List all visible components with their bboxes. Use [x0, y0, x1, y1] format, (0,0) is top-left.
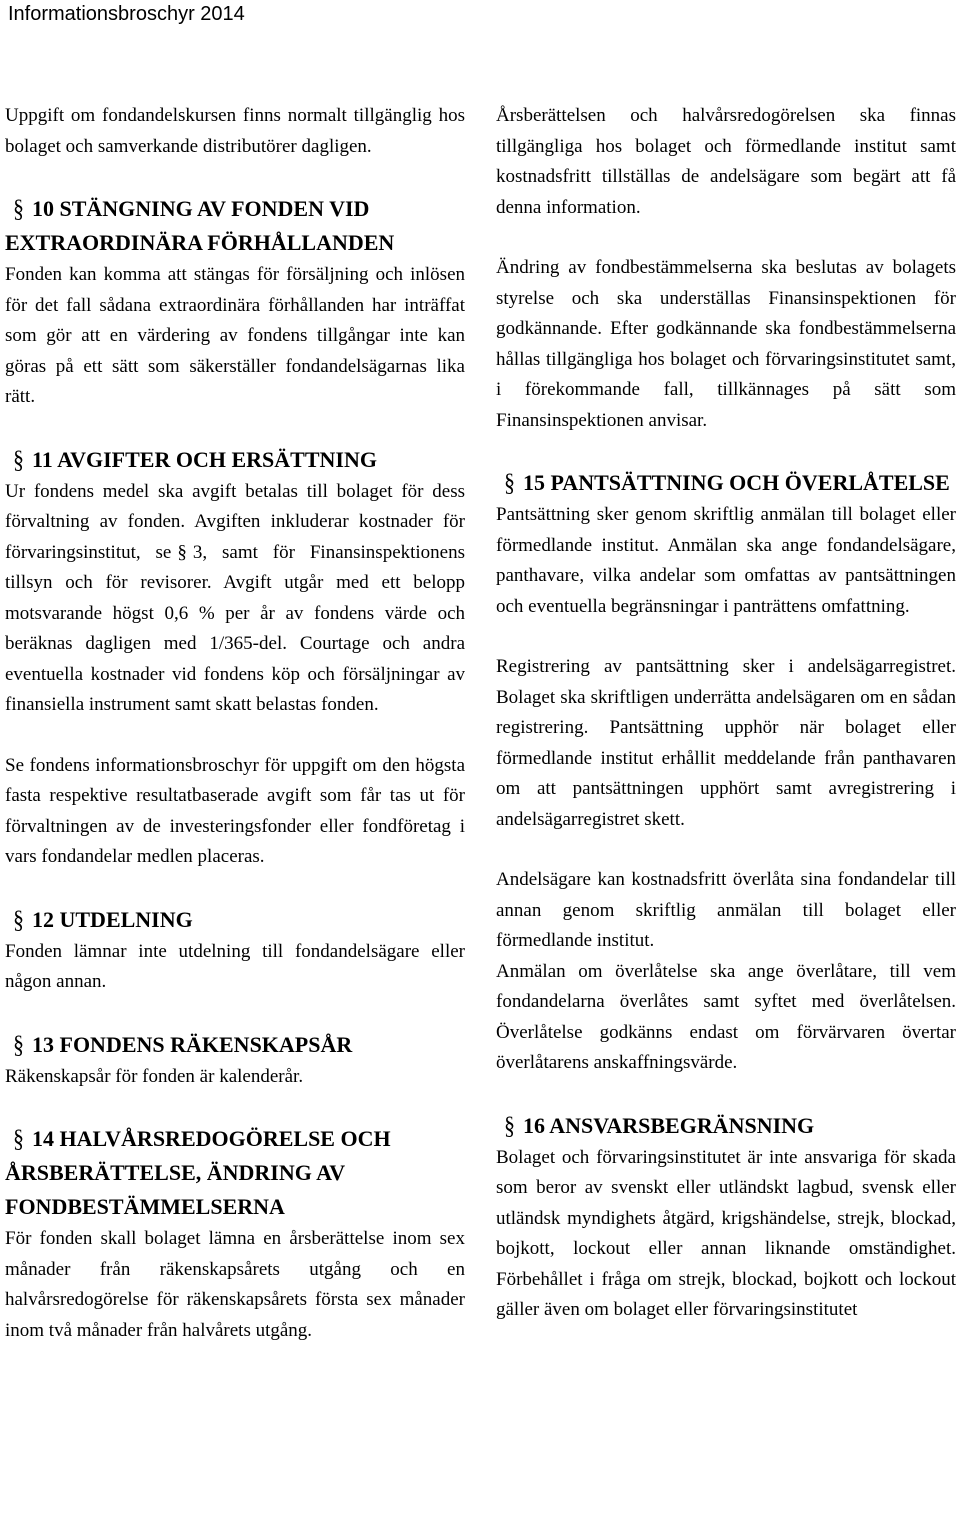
section-11-title: 11 AVGIFTER OCH ERSÄTTNING: [32, 446, 377, 472]
section-sign-icon: §: [13, 194, 24, 223]
section-sign-icon: §: [177, 541, 187, 563]
section-sign-icon: §: [13, 1124, 24, 1153]
section-13-title: 13 FONDENS RÄKENSKAPSÅR: [32, 1031, 353, 1057]
section-13-heading: [5, 1028, 465, 1062]
section-sign-icon: §: [13, 444, 24, 474]
section-12-heading: [5, 903, 465, 937]
section-11-heading: [5, 443, 465, 477]
section-15-text-4: Anmälan om överlåtelse ska ange överlåtare, till vem fondandelarna överlåtes samt syftet med överlåtelsen. Överlåtelse godkänns endast om förvärvaren övertar överlåtarens anskaffningsvärde.: [496, 960, 956, 1073]
section-15-text-2: Registrering av pantsättning sker i andelsägarregistret. Bolaget ska skriftligen underrätta andelsägaren om en sådan registrering. Pantsättning upphör när bolaget eller förmedlande institut erhållit meddelande från panthavaren om att pantsättningen upphört samt avregistrering i andelsägarregistret skett.: [496, 656, 956, 830]
left-column: [5, 101, 465, 1346]
section-11-text: [5, 477, 465, 721]
page-header: [0, 0, 960, 40]
section-14-text: För fonden skall bolaget lämna en årsberättelse inom sex månader från räkenskapsårets utgång och en halvårsredogörelse för räkenskapsårets första sex månader inom två månader från halvårets utgång.: [5, 1228, 465, 1341]
section-16-title: 16 ANSVARSBEGRÄNSNING: [523, 1112, 815, 1138]
section-sign-icon: §: [504, 1110, 515, 1140]
section-12-text: Fonden lämnar inte utdelning till fondandelsägare eller någon annan.: [5, 940, 465, 992]
section-16-heading: [496, 1109, 956, 1143]
section-sign-icon: §: [504, 468, 515, 497]
annual-report-paragraph: Årsberättelsen och halvårsredogörelsen ska finnas tillgängliga hos bolaget och förmedlande institut samt kostnadsfritt tillställas de andelsägare som begärt att få denna information.: [496, 105, 956, 218]
section-10-heading: [5, 192, 465, 260]
section-15-text: Pantsättning sker genom skriftlig anmälan till bolaget eller förmedlande institut. Anmälan ska ange fondandelsägare, panthavare, vilka andelar som omfattas av pantsättningen och eventuella begränsningar i panträttens omfattning.: [496, 504, 956, 617]
section-14-title: 14 HALVÅRSREDOGÖRELSE OCH ÅRSBERÄTTELSE, ÄNDRING AV FONDBESTÄMMELSERNA: [5, 1126, 391, 1219]
section-10-text: Fonden kan komma att stängas för försäljning och inlösen för det fall sådana extraordinära förhållanden har inträffat som gör att en värdering av fondens tillgångar inte kan göras på ett sätt som säkerställer fondandelsägarnas lika rätt.: [5, 264, 465, 407]
section-15-title: 15 PANTSÄTTNING OCH ÖVERLÅTELSE: [523, 470, 950, 495]
section-11-text-b: 3, samt för Finansinspektionens tillsyn och för revisorer. Avgift utgår med ett belopp motsvarande högst 0,6 % per år av fondens värde och beräknas dagligen med 1/365-del. Courtage och andra eventuella kostnader vid fondens köp och försäljningar av finansiella instrument samt skatt belastas fonden.: [5, 541, 466, 715]
section-sign-icon: §: [13, 1029, 24, 1059]
section-15-heading: [496, 466, 956, 500]
section-16-text: Bolaget och förvaringsinstitutet är inte ansvariga för skada som beror av svenskt eller utländskt lagbud, svensk eller utländsk myndighets åtgärd, krigshändelse, strejk, blockad, bojkott, lockout eller annan liknande omständighet. Förbehållet i fråga om strejk, blockad, bojkott och lockout gäller även om bolaget eller förvaringsinstitutet: [496, 1146, 956, 1320]
section-14-heading: [5, 1122, 465, 1224]
intro-paragraph: Uppgift om fondandelskursen finns normalt tillgänglig hos bolaget och samverkande distributörer dagligen.: [5, 105, 465, 157]
section-15-text-3: Andelsägare kan kostnadsfritt överlåta sina fondandelar till annan genom skriftlig anmälan till bolaget eller förmedlande institut.: [496, 869, 956, 951]
right-column: [496, 101, 956, 1326]
section-sign-icon: §: [13, 904, 24, 934]
section-12-title: 12 UTDELNING: [32, 906, 193, 932]
section-11-text-2: Se fondens informationsbroschyr för uppgift om den högsta fasta respektive resultatbaserade avgift som får tas ut för förvaltningen av de investeringsfonder eller fondföretag i vars fondandelar medlen placeras.: [5, 754, 465, 867]
section-11-text-a: Ur fondens medel ska avgift betalas till bolaget för dess förvaltning av fonden. Avgiften inkluderar kostnader för förvaringsinstitut, se: [5, 480, 465, 563]
section-10-title: 10 STÄNGNING AV FONDEN VID EXTRAORDINÄRA FÖRHÅLLANDEN: [5, 196, 395, 255]
section-13-text: Räkenskapsår för fonden är kalenderår.: [5, 1065, 304, 1087]
header-title: Informationsbroschyr 2014: [8, 3, 245, 25]
amendment-paragraph: Ändring av fondbestämmelserna ska beslutas av bolagets styrelse och ska underställas Finansinspektionen för godkännande. Efter godkännande ska fondbestämmelserna hållas tillgängliga hos bolaget och förvaringsinstitutet samt, i förekommande fall, tillkännages på sätt som Finansinspektionen anvisar.: [496, 257, 956, 431]
